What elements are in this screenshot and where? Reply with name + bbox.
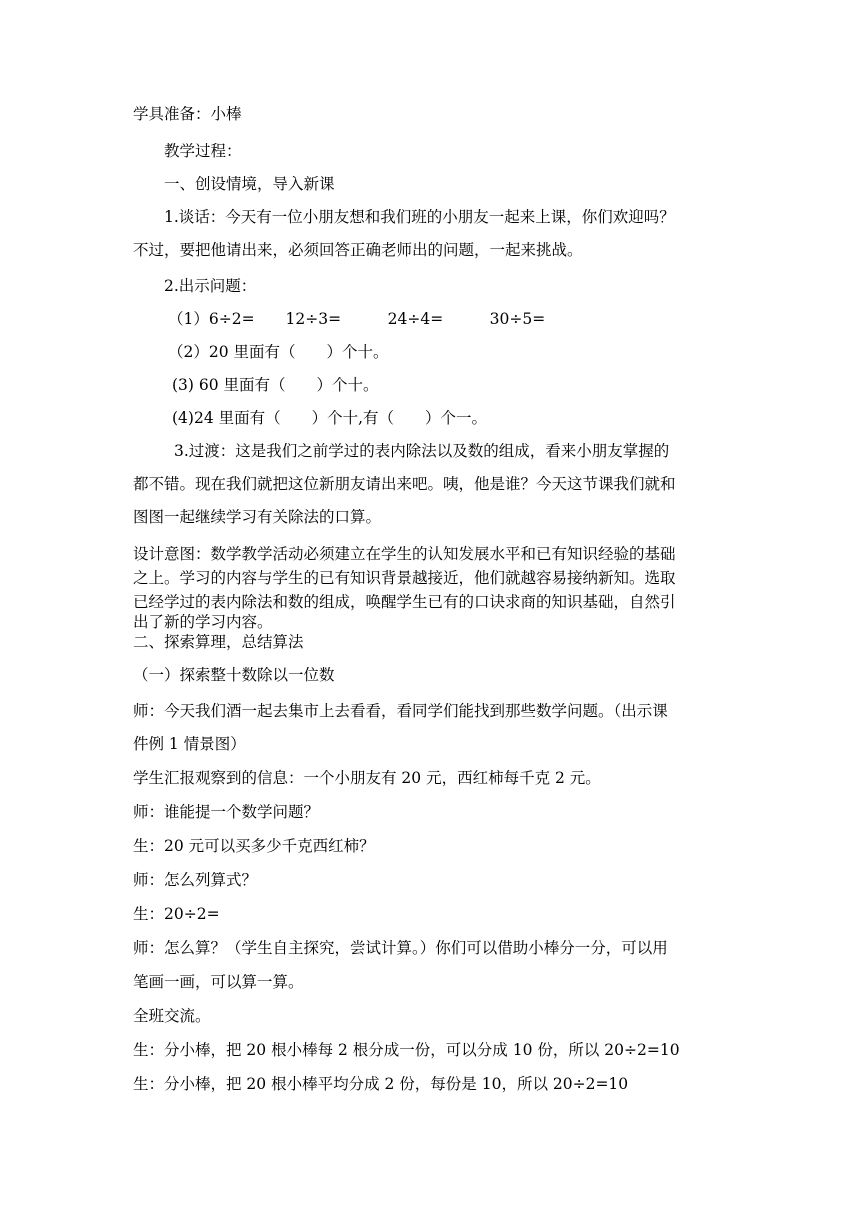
text-line: 全班交流。 xyxy=(133,1007,211,1025)
text-line: 都不错。现在我们就把这位新朋友请出来吧。咦，他是谁？今天这节课我们就和 xyxy=(133,475,676,493)
question-line: （1）6÷2= 12÷3= 24÷4= 30÷5= xyxy=(168,310,546,328)
text-line: 学具准备：小棒 xyxy=(133,105,242,123)
text-line: 学生汇报观察到的信息：一个小朋友有 20 元，西红柿每千克 2 元。 xyxy=(133,769,601,787)
section-heading: 二、探索算理，总结算法 xyxy=(133,633,304,651)
text-line: 教学过程： xyxy=(164,142,242,160)
question-line: (3) 60 里面有（ ）个十。 xyxy=(172,376,379,394)
text-line: 1.谈话：今天有一位小朋友想和我们班的小朋友一起来上课，你们欢迎吗？ xyxy=(164,208,675,226)
text-line: 师：谁能提一个数学问题？ xyxy=(133,803,320,821)
text-line: 师：怎么列算式？ xyxy=(133,871,258,889)
text-line: 图图一起继续学习有关除法的口算。 xyxy=(133,508,382,526)
text-line: 笔画一画，可以算一算。 xyxy=(133,973,304,991)
text-line: 2.出示问题： xyxy=(164,277,257,295)
text-line: 生：分小棒，把 20 根小棒每 2 根分成一份，可以分成 10 份，所以 20÷2=10 xyxy=(133,1041,680,1059)
section-heading: 一、创设情境，导入新课 xyxy=(164,175,335,193)
text-line: 生：20 元可以买多少千克西红柿？ xyxy=(133,837,375,855)
text-line: 3.过渡：这是我们之前学过的表内除法以及数的组成，看来小朋友掌握的 xyxy=(174,442,670,460)
text-line: 生：20÷2= xyxy=(133,905,220,923)
text-line: 件例 1 情景图） xyxy=(133,735,246,753)
design-intent-line: 之上。学习的内容与学生的已有知识背景越接近，他们就越容易接纳新知。选取 xyxy=(133,569,676,587)
subsection-heading: （一）探索整十数除以一位数 xyxy=(133,666,335,684)
design-intent-line: 出了新的学习内容。 xyxy=(133,613,273,631)
text-line: 师：怎么算？（学生自主探究，尝试计算。）你们可以借助小棒分一分，可以用 xyxy=(133,939,668,957)
question-line: （2）20 里面有（ ）个十。 xyxy=(168,343,389,361)
text-line: 生：分小棒，把 20 根小棒平均分成 2 份，每份是 10，所以 20÷2=10 xyxy=(133,1075,629,1093)
design-intent-line: 已经学过的表内除法和数的组成，唤醒学生已有的口诀求商的知识基础，自然引 xyxy=(133,593,676,611)
text-line: 不过，要把他请出来，必须回答正确老师出的问题，一起来挑战。 xyxy=(133,241,583,259)
design-intent-line: 设计意图：数学教学活动必须建立在学生的认知发展水平和已有知识经验的基础 xyxy=(133,545,676,563)
text-line: 师：今天我们酒一起去集市上去看看，看同学们能找到那些数学问题。（出示课 xyxy=(133,702,668,720)
question-line: (4)24 里面有（ ）个十,有（ ）个一。 xyxy=(172,409,488,427)
